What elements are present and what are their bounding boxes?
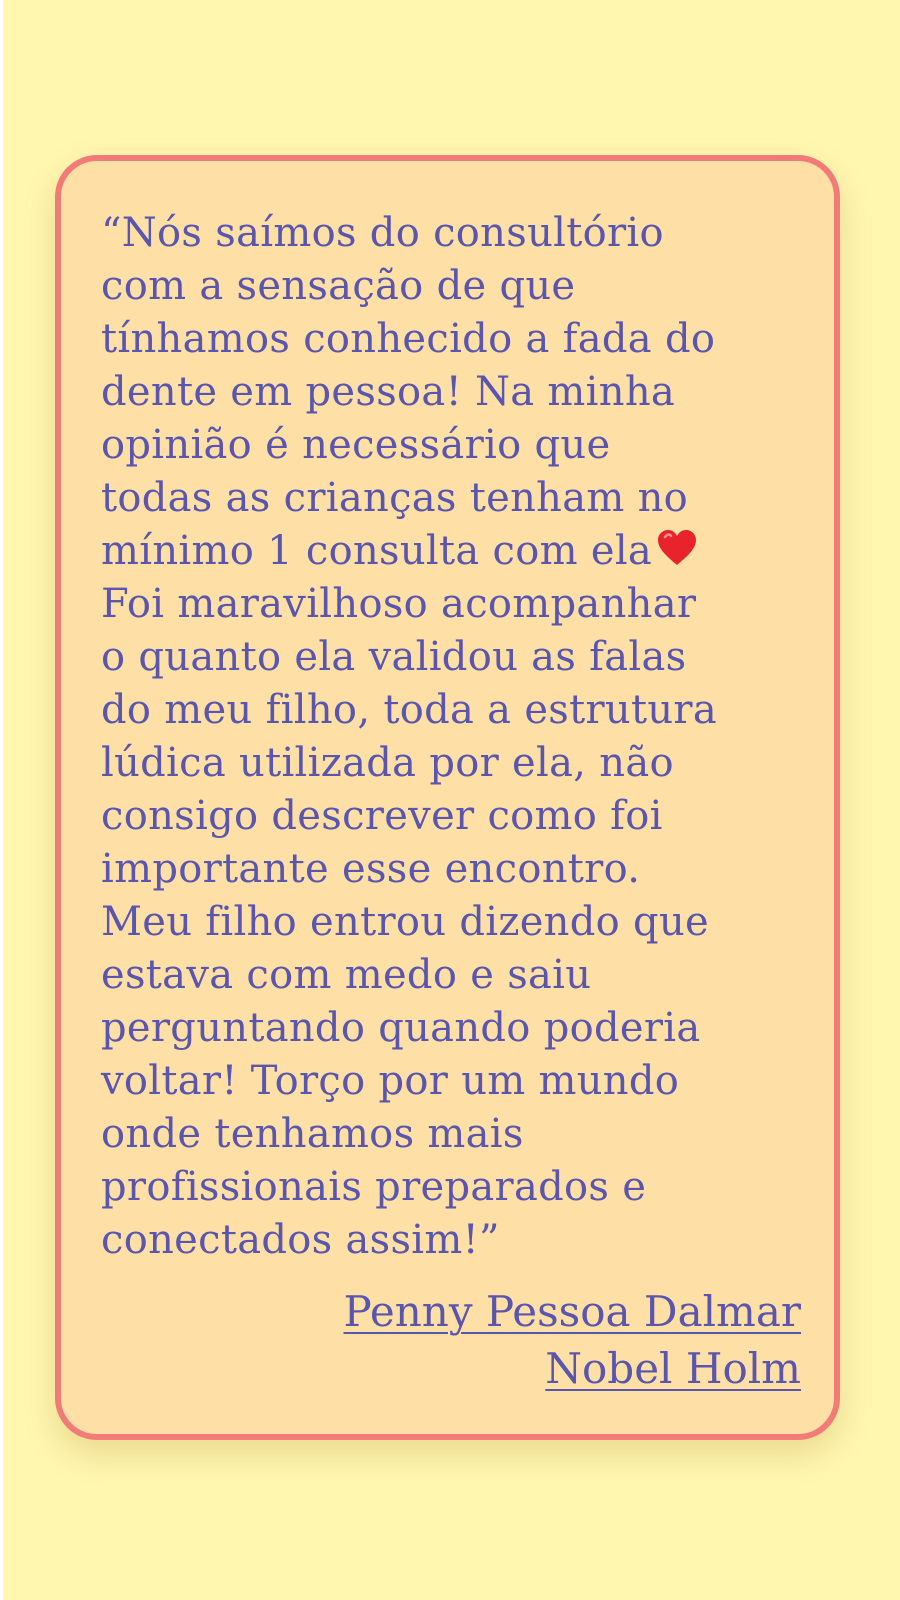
testimonial-author: [343, 1283, 801, 1397]
quote-line-6: todas as crianças tenham no: [101, 475, 689, 521]
testimonial-card: [55, 155, 840, 1440]
quote-line-13: importante esse encontro.: [101, 846, 641, 892]
quote-line-14: Meu filho entrou dizendo que: [101, 899, 709, 945]
quote-line-7: [101, 525, 821, 578]
quote-line-7-text: mínimo 1 consulta com ela: [101, 528, 653, 574]
author-link-line-1[interactable]: Penny Pessoa Dalmar: [343, 1287, 801, 1336]
testimonial-quote: [101, 207, 821, 1267]
red-heart-icon: [656, 528, 698, 568]
quote-line-5: opinião é necessário que: [101, 422, 611, 468]
quote-line-2: com a sensação de que: [101, 263, 576, 309]
quote-line-19: profissionais preparados e: [101, 1164, 647, 1210]
left-edge-strip: [0, 0, 3, 1600]
quote-line-4: dente em pessoa! Na minha: [101, 369, 676, 415]
quote-line-20: conectados assim!”: [101, 1217, 500, 1263]
quote-line-17: voltar! Torço por um mundo: [101, 1058, 680, 1104]
quote-line-11: lúdica utilizada por ela, não: [101, 740, 674, 786]
quote-line-12: consigo descrever como foi: [101, 793, 663, 839]
quote-line-9: o quanto ela validou as falas: [101, 634, 687, 680]
quote-line-18: onde tenhamos mais: [101, 1111, 524, 1157]
quote-line-1: “Nós saímos do consultório: [101, 210, 664, 256]
quote-line-16: perguntando quando poderia: [101, 1005, 701, 1051]
quote-line-15: estava com medo e saiu: [101, 952, 592, 998]
author-link-line-2[interactable]: Nobel Holm: [545, 1344, 801, 1393]
quote-line-10: do meu filho, toda a estrutura: [101, 687, 717, 733]
quote-line-3: tínhamos conhecido a fada do: [101, 316, 716, 362]
quote-line-8: Foi maravilhoso acompanhar: [101, 581, 697, 627]
